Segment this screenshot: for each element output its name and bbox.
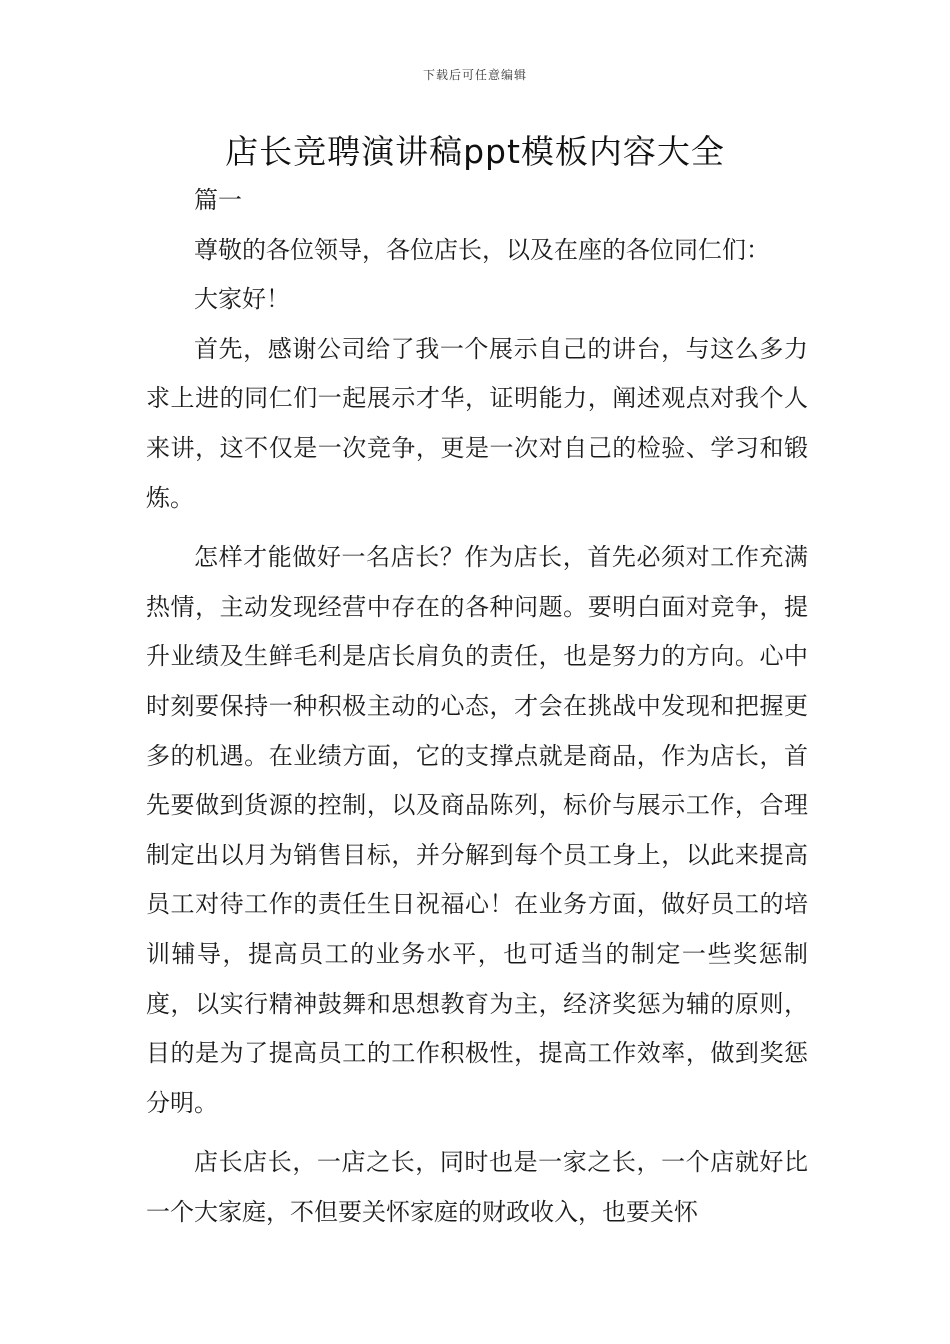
salutation: 尊敬的各位领导，各位店长，以及在座的各位同仁们： xyxy=(194,235,770,264)
header-note: 下载后可任意编辑 xyxy=(422,68,527,82)
document-body xyxy=(146,176,808,1237)
paragraph-intro: 首先，感谢公司给了我一个展示自己的讲台，与这么多力求上进的同仁们一起展示才华，证明能力，阐述观点对我个人来讲，这不仅是一次竞争，更是一次对自己的检验、学习和锻炼。 xyxy=(146,334,808,512)
paragraph-store-as-family: 店长店长，一店之长，同时也是一家之长，一个店就好比一个大家庭，不但要关怀家庭的财政收入，也要关怀 xyxy=(146,1148,808,1226)
section-heading: 篇一 xyxy=(194,186,242,214)
paragraph-how-to-be-manager: 怎样才能做好一名店长？作为店长，首先必须对工作充满热情，主动发现经营中存在的各种问题。要明白面对竞争，提升业绩及生鲜毛利是店长肩负的责任，也是努力的方向。心中时刻要保持一种积极主动的心态，才会在挑战中发现和把握更多的机遇。在业绩方面，它的支撑点就是商品，作为店长，首先要做到货源的控制，以及商品陈列，标价与展示工作，合理制定出以月为销售目标，并分解到每个员工身上，以此来提高员工对待工作的责任生日祝福心！在业务方面，做好员工的培训辅导，提高员工的业务水平，也可适当的制定一些奖惩制度，以实行精神鼓舞和思想教育为主，经济奖惩为辅的原则，目的是为了提高员工的工作积极性，提高工作效率，做到奖惩分明。 xyxy=(146,543,808,1117)
greeting: 大家好！ xyxy=(194,285,290,314)
document-title: 店长竞聘演讲稿ppt模板内容大全 xyxy=(225,132,725,171)
